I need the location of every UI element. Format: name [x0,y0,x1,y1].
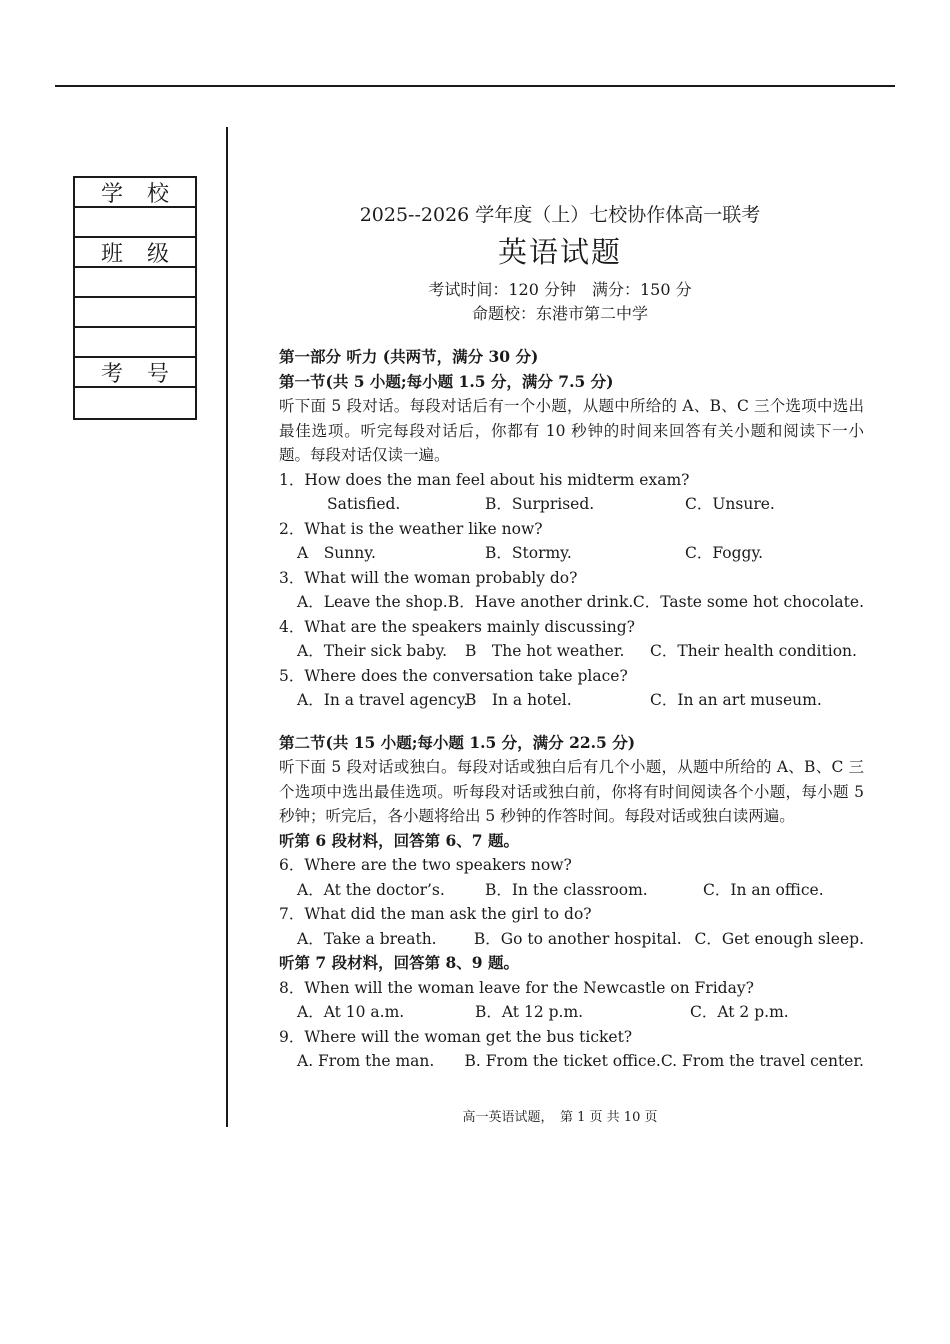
question-6 [279,853,864,902]
school-field[interactable] [75,208,195,238]
student-info-table [73,176,197,420]
section1-instructions: 听下面 5 段对话。每段对话后有一个小题，从题中所给的 A、B、C 三个选项中选出最佳选项。听完每段对话后，你都有 10 秒钟的时间来回答有关小题和阅读下一小题。每段对话仅读一遍。 [279,397,864,464]
question-8 [279,976,864,1025]
option-a[interactable]: A．In a travel agency. [297,691,469,709]
option-a[interactable]: A．Their sick baby. [297,642,448,660]
exam-no-label-row: 考 号 [75,358,195,388]
question-options [279,878,864,903]
part1-title: 第一部分 听力 (共两节，满分 30 分) [279,347,539,366]
option-b[interactable]: B．Have another drink. [447,593,634,611]
option-a[interactable]: A．Leave the shop. [297,593,448,611]
question-options [279,541,864,566]
option-b[interactable]: B．At 12 p.m. [475,1003,584,1021]
section2-instructions: 听下面 5 段对话或独白。每段对话或独白后有几个小题，从题中所给的 A、B、C 三个选项中选出最佳选项。听每段对话或独白前，你将有时间阅读各个小题，每小题 5 秒钟；听完后，各小题将给出 5 秒钟的作答时间。每段对话或独白读两遍。 [279,758,864,825]
option-a[interactable]: A．At the doctor’s. [297,880,445,899]
question-7 [279,902,864,951]
option-a[interactable]: A Sunny. [297,544,376,562]
material-6-heading: 听第 6 段材料，回答第 6、7 题。 [279,830,519,850]
question-options [279,927,864,952]
question-5 [279,664,864,713]
question-options [279,492,864,517]
question-text: 1．How does the man feel about his midterm exam? [279,470,690,489]
question-text: 8．When will the woman leave for the Newcastle on Friday? [279,978,754,997]
question-options [279,590,864,615]
question-text: 6．Where are the two speakers now? [279,856,572,874]
name-field[interactable] [75,298,195,328]
question-text: 3．What will the woman probably do? [279,568,578,587]
top-rule [55,85,895,87]
school-label-row: 学 校 [75,178,195,208]
main-title: 英语试题 [497,235,622,269]
question-4 [279,615,864,664]
option-a[interactable]: Satisfied. [327,495,401,513]
option-c[interactable]: C．Unsure. [685,495,775,513]
question-text: 7．What did the man ask the girl to do? [279,905,592,923]
question-text: 5．Where does the conversation take place? [279,666,628,685]
option-c[interactable]: C．In an art museum. [650,691,822,709]
question-options [279,688,864,713]
page-footer: 高一英语试题， 第 1 页 共 10 页 [462,1110,658,1125]
option-b[interactable]: B. From the ticket office. [464,1052,661,1070]
question-text: 4．What are the speakers mainly discussing? [279,617,635,636]
material-7-heading: 听第 7 段材料，回答第 8、9 题。 [279,953,519,972]
class-field-1[interactable] [75,268,195,298]
question-text: 9．Where will the woman get the bus ticket? [279,1027,633,1046]
option-b[interactable]: B．Go to another hospital. [473,929,682,948]
question-options [279,1000,864,1025]
section1-title: 第一节(共 5 小题;每小题 1.5 分，满分 7.5 分) [279,371,614,391]
section2-title: 第二节(共 15 小题;每小题 1.5 分，满分 22.5 分) [279,732,636,752]
class-label-row: 班 级 [75,238,195,268]
option-a[interactable]: A. From the man. [297,1052,435,1070]
question-options [279,639,864,664]
exam-info: 考试时间：120 分钟 满分：150 分 [428,280,692,299]
option-a[interactable]: A．At 10 a.m. [297,1003,405,1021]
question-options [279,1049,864,1074]
binding-line [226,127,228,1127]
question-text: 2．What is the weather like now? [279,519,543,538]
option-c[interactable]: C. From the travel center. [660,1052,864,1070]
option-b[interactable]: B．In the classroom. [485,880,648,899]
exam-no-field[interactable] [75,388,195,418]
option-b[interactable]: B The hot weather. [465,642,625,660]
question-1 [279,468,864,517]
question-3 [279,566,864,615]
question-9 [279,1025,864,1074]
question-2 [279,517,864,566]
option-a[interactable]: A．Take a breath. [297,929,437,948]
exam-content [279,345,864,1074]
school-info: 命题校：东港市第二中学 [471,304,648,323]
option-c[interactable]: C．Their health condition. [650,642,857,660]
section-gap [279,713,864,731]
option-b[interactable]: B．Stormy. [485,544,572,562]
option-c[interactable]: C．Taste some hot chocolate. [632,593,864,611]
option-c[interactable]: C．Get enough sleep. [694,929,864,948]
option-c[interactable]: C．In an office. [703,880,824,899]
blank-field[interactable] [75,328,195,358]
option-b[interactable]: B In a hotel. [465,691,572,709]
year-title: 2025--2026 学年度（上）七校协作体高一联考 [359,204,761,226]
option-c[interactable]: C．At 2 p.m. [690,1003,789,1021]
option-c[interactable]: C．Foggy. [685,544,764,562]
option-b[interactable]: B．Surprised. [485,495,595,513]
